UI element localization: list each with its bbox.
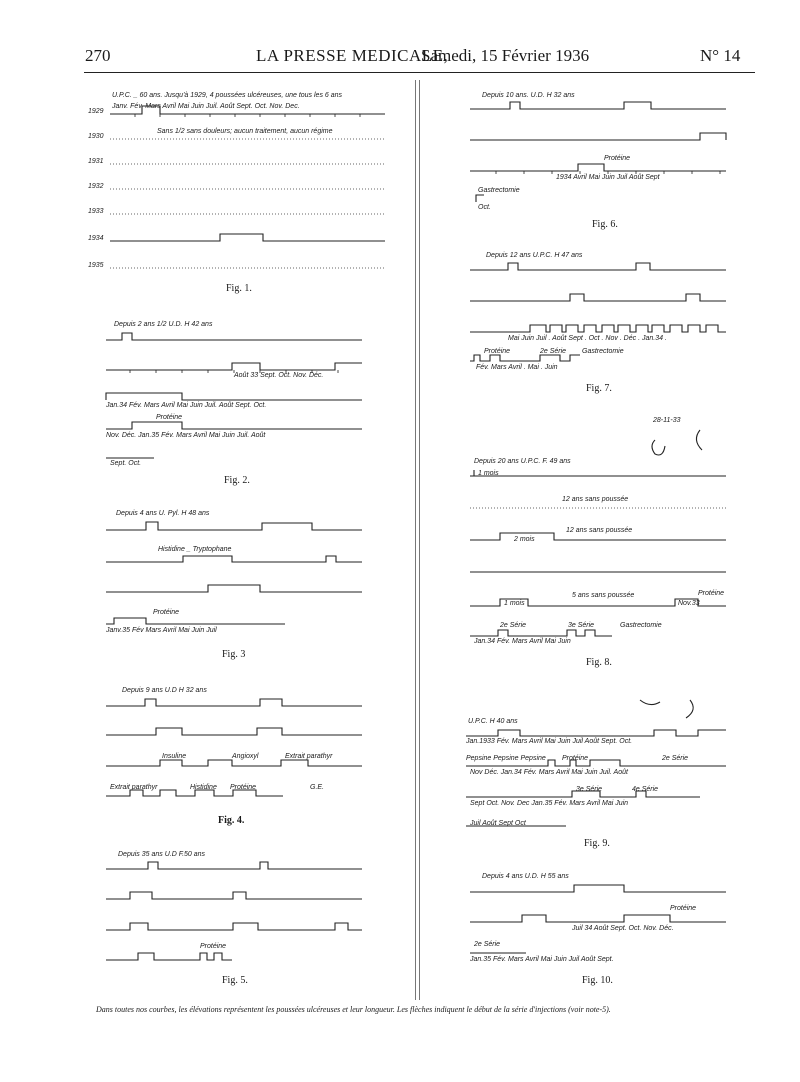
fig8-t3: 2 mois bbox=[514, 536, 535, 543]
fig1-year: 1932 bbox=[88, 183, 104, 190]
fig1-year: 1935 bbox=[88, 262, 104, 269]
fig8-t1: 1 mois bbox=[478, 470, 499, 477]
footnote: Dans toutes nos courbes, les élévations représentent les poussées ulcéreuses et leur longueur. Les flèches indiquent le début de la série d'injections (voir note-5). bbox=[96, 1005, 611, 1014]
page-number: 270 bbox=[85, 46, 111, 65]
fig9-row2: Nov Déc. Jan.34 Fév. Mars Avril Mai Juin Juil. Août bbox=[470, 769, 628, 776]
fig2-row2: Août 33 Sept. Oct. Nov. Déc. bbox=[234, 372, 324, 379]
fig7-arrow-proteine: Protéine bbox=[484, 348, 511, 355]
fig6-arrow: Protéine bbox=[604, 155, 631, 162]
fig7-title: Depuis 12 ans U.P.C. H 47 ans bbox=[486, 252, 583, 259]
fig1-year: 1930 bbox=[88, 133, 104, 140]
fig8-t5: 1 mois bbox=[504, 600, 525, 607]
fig8-t7: Nov.33 bbox=[678, 600, 700, 607]
fig5-caption: Fig. 5. bbox=[222, 975, 248, 986]
fig8-arrow-proteine: Protéine bbox=[698, 590, 725, 597]
fig10-caption: Fig. 10. bbox=[582, 975, 613, 986]
fig1-top-note: U.P.C. _ 60 ans. Jusqu'à 1929, 4 poussées ulcéreuses, une tous les 6 ans bbox=[112, 92, 343, 99]
fig9-row1: Jan.1933 Fév. Mars Avril Mai Juin Juil Août Sept. Oct. bbox=[466, 738, 633, 745]
fig7-arrow-serie: 2e Série bbox=[540, 348, 567, 355]
fig10-serie: 2e Série bbox=[474, 941, 501, 948]
fig10-months: Jan.35 Fév. Mars Avril Mai Juin Juil Août Sept. bbox=[470, 956, 614, 963]
fig4-arrow-histidine: Histidine bbox=[190, 784, 217, 791]
fig9-arrow-serie4: 4e Série bbox=[632, 786, 659, 793]
fig2-arrow: Protéine bbox=[156, 414, 183, 421]
fig1-months: Janv. Fév. Mars Avril Mai Juin Juil. Août Sept. Oct. Nov. Dec. bbox=[112, 103, 300, 110]
fig3-caption: Fig. 3 bbox=[222, 649, 246, 660]
issue-date: Samedi, 15 Février 1936 bbox=[421, 46, 590, 65]
fig2-row3: Jan.34 Fév. Mars Avril Mai Juin Juil. Août Sept. Oct. bbox=[106, 402, 267, 409]
fig8-t4: 12 ans sans poussée bbox=[566, 527, 633, 534]
fig4-title: Depuis 9 ans U.D H 32 ans bbox=[122, 687, 207, 694]
fig9-pepsine: Pepsine Pepsine Pepsine bbox=[466, 755, 546, 762]
fig9-row3: Sept Oct. Nov. Dec Jan.35 Fév. Mars Avril Mai Juin bbox=[470, 800, 629, 807]
fig8-months: Jan.34 Fév. Mars Avril Mai Juin bbox=[474, 638, 571, 645]
fig6-title: Depuis 10 ans. U.D. H 32 ans bbox=[482, 92, 575, 99]
fig7-gastrectomie: Gastrectomie bbox=[582, 348, 624, 355]
fig4-caption: Fig. 4. bbox=[218, 815, 245, 826]
fig8-date-note: 28-11-33 bbox=[653, 417, 681, 424]
fig9-arrow-serie3: 3e Série bbox=[576, 786, 603, 793]
fig10-title: Depuis 4 ans U.D. H 55 ans bbox=[482, 873, 569, 880]
fig6-caption: Fig. 6. bbox=[592, 219, 618, 230]
fig8-t2: 12 ans sans poussée bbox=[562, 496, 629, 503]
fig8-gastrectomie: Gastrectomie bbox=[620, 622, 662, 629]
fig4-arrow-proteine: Protéine bbox=[230, 784, 257, 791]
fig7-months2: Fév. Mars Avril . Mai . Juin bbox=[476, 364, 558, 371]
fig6-arrow2: Gastrectomie bbox=[478, 187, 520, 194]
fig10-row2: Juil 34 Août Sept. Oct. Nov. Déc. bbox=[572, 925, 674, 932]
fig2-title: Depuis 2 ans 1/2 U.D. H 42 ans bbox=[114, 321, 213, 328]
fig5-title: Depuis 35 ans U.D F.50 ans bbox=[118, 851, 206, 858]
fig3-arrow1: Histidine _ Tryptophane bbox=[158, 546, 232, 553]
fig4-arrow-parathyr: Extrait parathyr bbox=[285, 753, 333, 760]
fig3-months: Janv.35 Fév Mars Avril Mai Juin Juil bbox=[106, 627, 217, 634]
fig7-months1: Mai Juin Juil . Août Sept . Oct . Nov . Déc . Jan.34 . bbox=[508, 335, 667, 342]
fig4-arrow-angioxyl: Angioxyl bbox=[232, 753, 259, 760]
fig8-title: Depuis 20 ans U.P.C. F. 49 ans bbox=[474, 458, 571, 465]
fig1-year: 1931 bbox=[88, 158, 104, 165]
fig8-arrow-serie3: 3e Série bbox=[568, 622, 595, 629]
journal-title: LA PRESSE MEDICALE, bbox=[256, 46, 449, 65]
fig3-title: Depuis 4 ans U. Pyl. H 48 ans bbox=[116, 510, 210, 517]
fig3-traces bbox=[106, 522, 362, 624]
fig2-traces bbox=[106, 333, 362, 458]
fig5-traces bbox=[106, 862, 362, 960]
fig1-year: 1933 bbox=[88, 208, 104, 215]
fig7-caption: Fig. 7. bbox=[586, 383, 612, 394]
fig2-caption: Fig. 2. bbox=[224, 475, 250, 486]
fig9-arrow-proteine: Protéine bbox=[562, 755, 589, 762]
fig4-ge: G.E. bbox=[310, 784, 325, 791]
fig2-row5: Sept. Oct. bbox=[110, 460, 142, 467]
fig8-t6: 5 ans sans poussée bbox=[572, 592, 635, 599]
fig8-arrow-serie2: 2e Série bbox=[500, 622, 527, 629]
fig2-row4: Nov. Déc. Jan.35 Fév. Mars Avril Mai Juin Juil. Août bbox=[106, 432, 266, 439]
fig4-arrow-parathyr2: Extrait parathyr bbox=[110, 784, 158, 791]
fig1-row-note: Sans 1/2 sans douleurs; aucun traitement, aucun régime bbox=[157, 128, 333, 135]
fig9-caption: Fig. 9. bbox=[584, 838, 610, 849]
fig4-traces bbox=[106, 699, 362, 796]
fig9-row4: Juil Août Sept Oct bbox=[470, 820, 526, 827]
fig9-title: U.P.C. H 40 ans bbox=[468, 718, 518, 725]
fig7-traces bbox=[470, 263, 726, 361]
fig6-oct: Oct. bbox=[478, 204, 491, 211]
fig10-arrow: Protéine bbox=[670, 905, 697, 912]
fig5-arrow: Protéine bbox=[200, 943, 227, 950]
fig4-arrow-insuline: Insuline bbox=[162, 753, 187, 760]
fig1-caption: Fig. 1. bbox=[226, 283, 252, 294]
issue-number: N° 14 bbox=[700, 46, 741, 65]
fig1-year: 1929 bbox=[88, 108, 104, 115]
fig10-traces bbox=[470, 885, 726, 953]
fig6-months: 1934 Avril Mai Juin Juil Août Sept bbox=[556, 174, 660, 181]
fig8-caption: Fig. 8. bbox=[586, 657, 612, 668]
fig9-arrow-serie2: 2e Série bbox=[662, 755, 689, 762]
fig3-arrow2: Protéine bbox=[153, 609, 180, 616]
fig1-year: 1934 bbox=[88, 235, 104, 242]
